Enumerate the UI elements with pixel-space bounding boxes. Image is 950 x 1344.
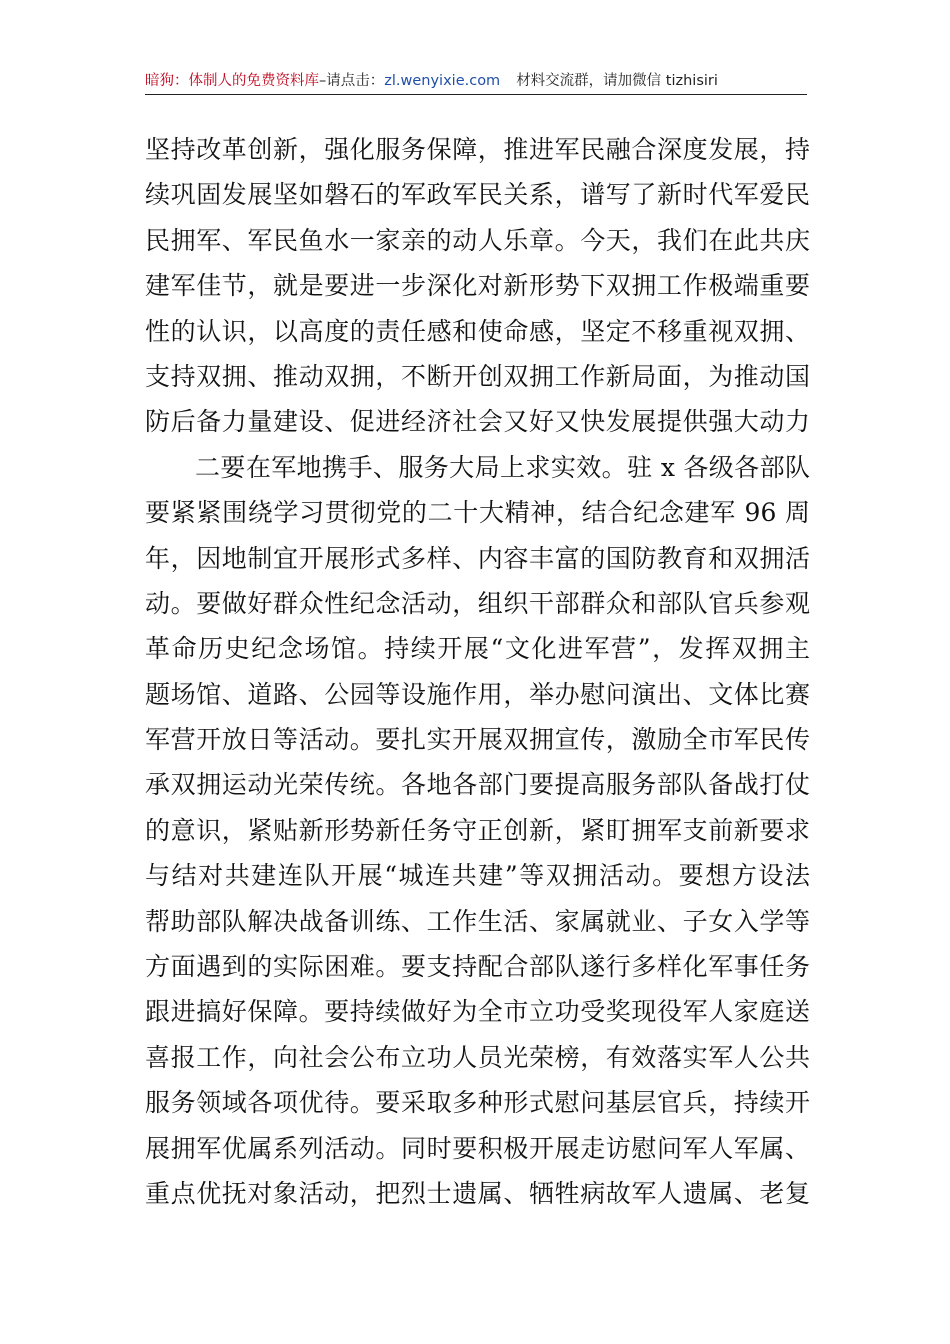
body-line: 防后备力量建设、促进经济社会又好又快发展提供强大动力 — [145, 407, 810, 437]
header-link-prefix: –请点击： — [319, 73, 385, 89]
body-line: 与结对共建连队开展“城连共建”等双拥活动。要想方设法 — [145, 861, 810, 891]
body-line: 坚持改革创新，强化服务保障，推进军民融合深度发展，持 — [145, 135, 810, 164]
body-line: 服务领域各项优待。要采取多种形式慰问基层官兵，持续开 — [145, 1088, 810, 1118]
body-line: 要紧紧围绕学习贯彻党的二十大精神，结合纪念建军 96 周 — [145, 498, 810, 528]
header-group-note: 材料交流群，请加微信 tizhisiri — [516, 73, 718, 89]
body-line: 重点优抚对象活动，把烈士遗属、牺牲病故军人遗属、老复 — [145, 1178, 810, 1208]
body-line: 题场馆、道路、公园等设施作用，举办慰问演出、文体比赛 — [145, 679, 810, 709]
body-line: 方面遇到的实际困难。要支持配合部队遂行多样化军事任务 — [145, 952, 810, 982]
body-line: 喜报工作，向社会公布立功人员光荣榜，有效落实军人公共 — [145, 1042, 810, 1072]
body-line: 跟进搞好保障。要持续做好为全市立功受奖现役军人家庭送 — [145, 997, 810, 1027]
body-line: 动。要做好群众性纪念活动，组织干部群众和部队官兵参观 — [145, 588, 810, 618]
body-line: 承双拥运动光荣传统。各地各部门要提高服务部队备战打仗 — [145, 770, 810, 800]
body-line: 展拥军优属系列活动。同时要积极开展走访慰问军人军属、 — [145, 1133, 810, 1163]
paragraph-start-line: 二要在军地携手、服务大局上求实效。驻 x 各级各部队 — [195, 452, 810, 482]
body-line: 帮助部队解决战备训练、工作生活、家属就业、子女入学等 — [145, 906, 810, 936]
body-line: 军营开放日等活动。要扎实开展双拥宣传，激励全市军民传 — [145, 725, 810, 755]
body-line: 民拥军、军民鱼水一家亲的动人乐章。今天，我们在此共庆 — [145, 225, 810, 255]
body-line: 的意识，紧贴新形势新任务守正创新，紧盯拥军支前新要求 — [145, 815, 810, 845]
body-line: 革命历史纪念场馆。持续开展“文化进军营”，发挥双拥主 — [145, 634, 810, 664]
body-line: 续巩固发展坚如磐石的军政军民关系，谱写了新时代军爱民 — [145, 180, 810, 210]
body-line: 建军佳节，就是要进一步深化对新形势下双拥工作极端重要 — [145, 271, 810, 301]
header-divider — [145, 94, 807, 95]
header-brand: 暗狗：体制人的免费资料库 — [145, 73, 319, 89]
body-line: 性的认识，以高度的责任感和使命感，坚定不移重视双拥、 — [145, 316, 810, 346]
document-body — [145, 127, 810, 1216]
body-line: 支持双拥、推动双拥，不断开创双拥工作新局面，为推动国 — [145, 361, 810, 391]
body-line: 年，因地制宜开展形式多样、内容丰富的国防教育和双拥活 — [145, 543, 810, 573]
page-header — [145, 70, 807, 92]
header-link[interactable]: zl.wenyixie.com — [384, 73, 501, 89]
